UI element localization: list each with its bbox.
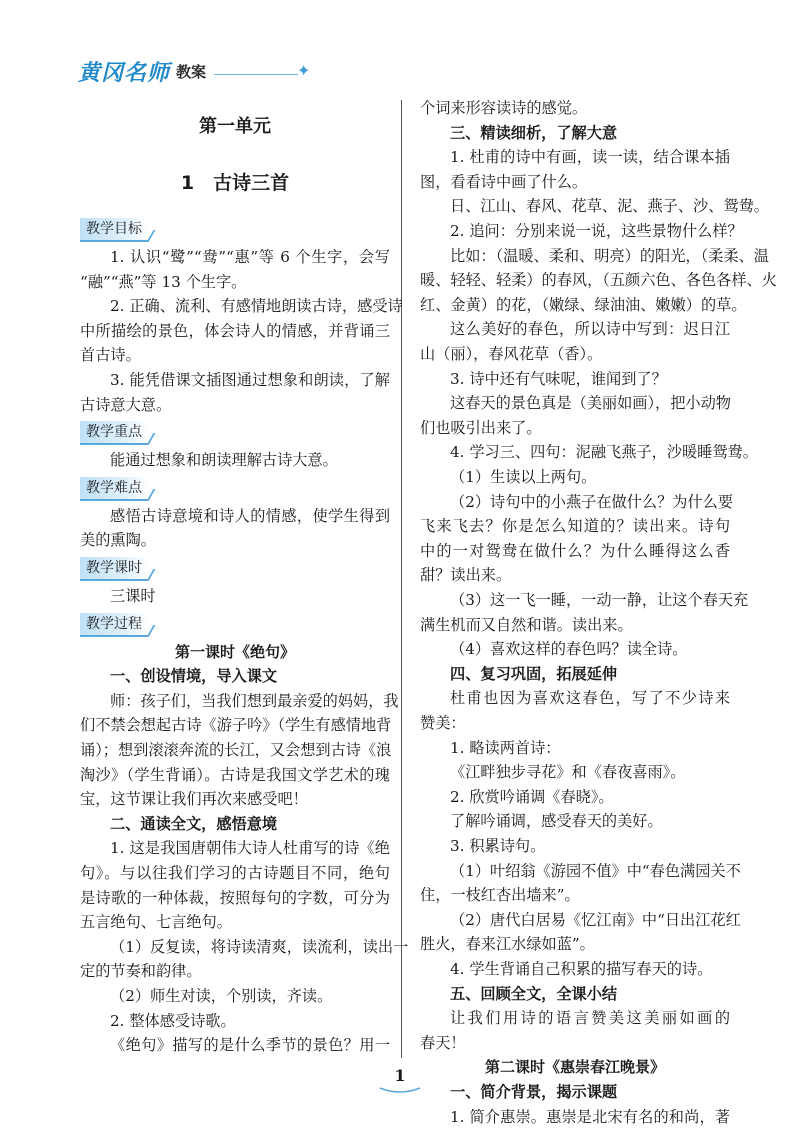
- s2-line-1: 1. 这是我国唐朝伟大诗人杜甫写的诗《绝: [110, 839, 390, 858]
- difficulty-line-1: 感悟古诗意境和诗人的情感，使学生得到: [110, 506, 390, 525]
- lesson-2-section-1-heading: 一、简介背景，揭示课题: [450, 1083, 618, 1101]
- lesson-title: 1 古诗三首: [180, 172, 290, 194]
- s2-line-7: （2）师生对读，个别读，齐读。: [110, 987, 333, 1005]
- brand-subtitle: 教案: [176, 63, 207, 81]
- s4-line-10: （2）唐代白居易《忆江南》中“日出江花红: [450, 910, 741, 929]
- tag-process: 教学过程: [80, 613, 148, 637]
- s3-line-18: 甜？读出来。: [420, 566, 512, 585]
- lesson-1-title: 第一课时《绝句》: [174, 642, 295, 661]
- page-header: [78, 56, 318, 90]
- s2-line-6: 定的节奏和韵律。: [80, 962, 202, 981]
- s2-line-2: 句》。与以往我们学习的古诗题目不同，绝句: [80, 864, 390, 882]
- s3-line-20: 满生机而又自然和谐。读出来。: [420, 615, 633, 634]
- s3-line-6: 暖、轻轻、轻柔）的春风，（五颜六色、各色各样、火: [420, 271, 777, 290]
- tag-difficulty: 教学难点: [80, 477, 148, 501]
- goal-1-line-2: “融”“燕”等 13 个生字。: [80, 272, 247, 291]
- s3-line-13: 4. 学习三、四句：泥融飞燕子，沙暖睡鸳鸯。: [450, 443, 758, 462]
- s4-line-6: 了解吟诵调，感受春天的美好。: [450, 812, 663, 831]
- goal-2-line-1: 2. 正确、流利、有感情地朗读古诗，感受诗: [110, 297, 403, 316]
- s3-line-21: （4）喜欢这样的春色吗？读全诗。: [450, 640, 688, 659]
- s2-line-4: 五言绝句、七言绝句。: [80, 913, 232, 932]
- s4-line-7: 3. 积累诗句。: [450, 837, 546, 855]
- lesson-2-line-1: 1. 简介惠崇。惠崇是北宋有名的和尚，著: [450, 1107, 730, 1126]
- difficulty-line-2: 美的熏陶。: [80, 531, 156, 550]
- section-4-heading: 四、复习巩固，拓展延伸: [450, 664, 618, 683]
- s3-line-19: （3）这一飞一睡，一动一静，让这个春天充: [450, 591, 749, 609]
- s4-line-4: 《江畔独步寻花》和《春夜喜雨》。: [450, 763, 686, 782]
- s3-line-3: 日、江山、春风、花草、泥、燕子、沙、鸳鸯。: [450, 197, 769, 216]
- s3-line-11: 这春天的景色真是（美丽如画），把小动物: [450, 394, 731, 413]
- tag-hours: 教学课时: [80, 557, 148, 581]
- s1-line-2: 们不禁会想起古诗《游子吟》（学生有感情地背: [80, 716, 392, 735]
- section-5-heading: 五、回顾全文，全课小结: [450, 984, 618, 1003]
- goal-2-line-2: 中所描绘的景色，体会诗人的情感，并背诵三: [80, 321, 390, 340]
- goal-1-line-1: 1. 认识“鹭”“鸯”“惠”等 6 个生字，会写: [110, 248, 390, 266]
- s3-line-17: 中的一对鸳鸯在做什么？为什么睡得这么香: [420, 541, 730, 560]
- brand-logo: 黄冈名师: [78, 61, 171, 86]
- s4-line-9: 住，一枝红杏出墙来”。: [420, 886, 580, 905]
- s4-line-12: 4. 学生背诵自己积累的描写春天的诗。: [450, 960, 713, 978]
- s5-line-2: 春天！: [420, 1033, 466, 1052]
- s3-line-16: 飞来飞去？你是怎么知道的？读出来。诗句: [420, 517, 730, 536]
- s2-line-3: 是诗歌的一种体裁，按照每句的字数，可分为: [80, 888, 390, 907]
- key-text: 能通过想象和朗读理解古诗大意。: [110, 451, 338, 470]
- s3-line-1: 1. 杜甫的诗中有画，读一读，结合课本插: [450, 148, 730, 167]
- s3-line-5: 比如：（温暖、柔和、明亮）的阳光，（柔柔、温: [450, 246, 769, 265]
- s4-line-5: 2. 欣赏吟诵调《春晓》。: [450, 787, 614, 806]
- section-2-heading: 二、通读全文，感悟意境: [110, 814, 278, 833]
- s3-line-9: 山（丽），春风花草（香）。: [420, 345, 603, 363]
- s4-line-1: 杜甫也因为喜欢这春色，写了不少诗来: [450, 689, 730, 708]
- goal-3-line-2: 古诗意大意。: [80, 395, 172, 414]
- header-rule: [214, 74, 298, 75]
- s4-line-8: （1）叶绍翁《游园不值》中“春色满园关不: [450, 861, 741, 880]
- star-icon: ✦: [297, 61, 311, 80]
- s2-line-9: 《绝句》描写的是什么季节的景色？用一: [110, 1036, 390, 1055]
- section-1-heading: 一、创设情境，导入课文: [110, 667, 278, 686]
- s3-line-10: 3. 诗中还有气味呢，谁闻到了？: [450, 369, 667, 388]
- tag-key: 教学重点: [80, 421, 148, 445]
- s1-line-3: 诵）；想到滚滚奔流的长江，又会想到古诗《浪: [80, 741, 392, 759]
- s3-line-2: 图，看看诗中画了什么。: [420, 172, 588, 191]
- page-ornament: [378, 1086, 422, 1094]
- s2-line-5: （1）反复读，将诗读清爽，读流利，读出一: [110, 937, 409, 956]
- s1-line-5: 宝，这节课让我们再次来感受吧！: [80, 790, 308, 809]
- s4-line-2: 赞美：: [420, 714, 466, 732]
- unit-title: 第一单元: [199, 116, 271, 137]
- s1-line-1: 师：孩子们，当我们想到最亲爱的妈妈，我: [110, 691, 399, 710]
- s3-line-8: 这么美好的春色，所以诗中写到：迟日江: [450, 320, 730, 339]
- hours-text: 三课时: [110, 587, 156, 605]
- goal-3-line-1: 3. 能凭借课文插图通过想象和朗读，了解: [110, 371, 390, 389]
- s2-line-8: 2. 整体感受诗歌。: [110, 1011, 236, 1030]
- s3-line-15: （2）诗句中的小燕子在做什么？为什么要: [450, 492, 734, 511]
- s5-line-1: 让我们用诗的语言赞美这美丽如画的: [450, 1009, 730, 1028]
- s3-line-12: 们也吸引出来了。: [420, 418, 542, 437]
- section-3-heading: 三、精读细析，了解大意: [450, 123, 618, 142]
- s3-line-4: 2. 追问：分别来说一说，这些景物什么样？: [450, 222, 743, 240]
- s4-line-11: 胜火，春来江水绿如蓝”。: [420, 935, 595, 954]
- tag-goals: 教学目标: [80, 218, 148, 242]
- s3-line-14: （1）生读以上两句。: [450, 468, 597, 486]
- r-line-1: 个词来形容读诗的感觉。: [420, 99, 588, 117]
- s4-line-3: 1. 略读两首诗：: [450, 738, 561, 757]
- page-number: 1: [394, 1066, 406, 1085]
- column-divider: [401, 100, 402, 1058]
- goal-2-line-3: 首古诗。: [80, 346, 141, 365]
- s1-line-4: 淘沙》（学生背诵）。古诗是我国文学艺术的瑰: [80, 765, 390, 784]
- lesson-2-title: 第二课时《惠崇春江晚景》: [484, 1058, 665, 1077]
- s3-line-7: 红、金黄）的花，（嫩绿、绿油油、嫩嫩）的草。: [420, 295, 747, 314]
